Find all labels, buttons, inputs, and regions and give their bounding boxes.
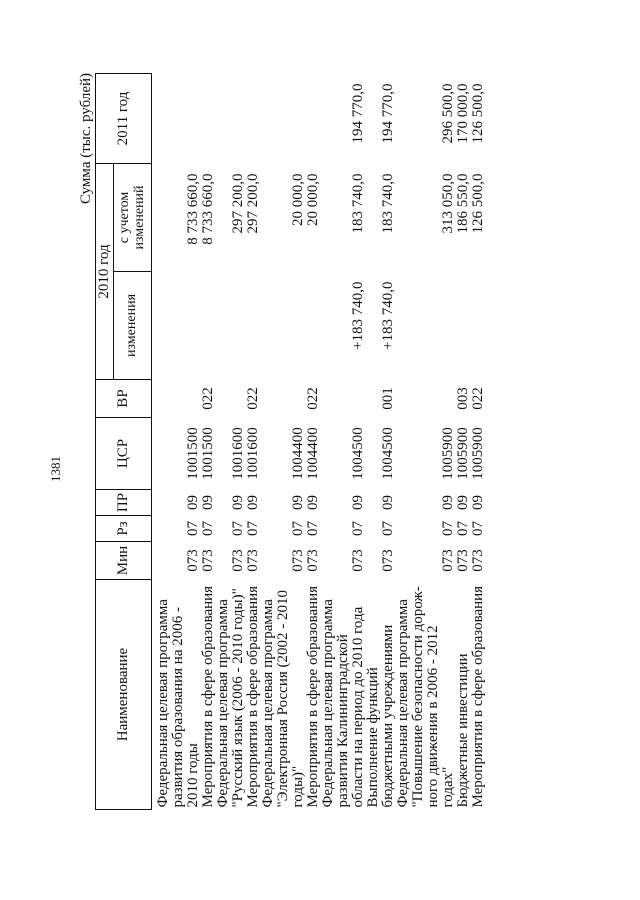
table-row xyxy=(321,73,366,809)
header-name: Наименование xyxy=(96,580,152,810)
cell-vr: 001 xyxy=(379,387,396,410)
cell-min: 073 xyxy=(454,549,471,572)
cell-name: Федеральная целевая программа "Электронная Россия (2002 - 2010 годы)" xyxy=(259,590,306,808)
cell-csr: 1001500 xyxy=(199,427,216,480)
cell-csr: 1005900 xyxy=(439,427,456,480)
header-pr: ПР xyxy=(96,490,152,516)
cell-2011 xyxy=(306,73,321,163)
cell-changes xyxy=(456,272,471,380)
cell-name: Мероприятия в сфере образования xyxy=(244,585,261,808)
cell-2011 xyxy=(201,73,216,163)
units-caption: Сумма (тыс. рублей) xyxy=(78,72,94,204)
cell-changes: +183 740,0 xyxy=(379,281,396,350)
cell-name: Федеральная целевая программа развития Калининградской области на период до 2010 года xyxy=(319,599,366,808)
table-row xyxy=(396,73,456,809)
header-csr: ЦСР xyxy=(96,418,152,490)
cell-vr: 022 xyxy=(304,387,321,410)
page-number: 1381 xyxy=(48,456,63,482)
cell-2011 xyxy=(246,73,261,163)
cell-pr: 09 xyxy=(439,495,456,510)
cell-min: 073 xyxy=(349,549,366,572)
cell-csr: 1004500 xyxy=(379,427,396,480)
cell-min: 073 xyxy=(439,549,456,572)
cell-min: 073 xyxy=(469,549,486,572)
cell-rz: 07 xyxy=(304,521,321,536)
cell-changes xyxy=(471,272,486,380)
cell-pr: 09 xyxy=(454,495,471,510)
table-row xyxy=(151,73,201,809)
cell-2011 xyxy=(261,73,306,163)
cell-name: Бюджетные инвестиции xyxy=(454,653,471,808)
cell-name: Мероприятия в сфере образования xyxy=(199,585,216,808)
cell-min: 073 xyxy=(184,549,201,572)
cell-rz: 07 xyxy=(454,521,471,536)
cell-csr: 1001600 xyxy=(229,427,246,480)
header-year-2011: 2011 год xyxy=(96,73,152,163)
cell-changes xyxy=(151,272,201,380)
cell-pr: 09 xyxy=(304,495,321,510)
cell-min: 073 xyxy=(244,549,261,572)
cell-pr: 09 xyxy=(229,495,246,510)
cell-2011: 194 770,0 xyxy=(379,83,396,144)
cell-pr: 09 xyxy=(379,495,396,510)
cell-changes xyxy=(306,272,321,380)
cell-name: Мероприятия в сфере образования xyxy=(469,585,486,808)
table-row xyxy=(216,73,246,809)
header-with-changes: с учетом изменений xyxy=(113,163,151,271)
cell-changes xyxy=(396,272,456,380)
cell-csr: 1001600 xyxy=(244,427,261,480)
cell-min: 073 xyxy=(304,549,321,572)
cell-with-changes: 297 200,0 xyxy=(244,173,261,234)
cell-pr: 09 xyxy=(184,495,201,510)
cell-2011 xyxy=(216,73,246,163)
cell-vr: 022 xyxy=(244,387,261,410)
cell-with-changes: 183 740,0 xyxy=(349,173,366,234)
cell-pr: 09 xyxy=(469,495,486,510)
cell-rz: 07 xyxy=(244,521,261,536)
header-vr: ВР xyxy=(96,380,152,418)
cell-min: 073 xyxy=(289,549,306,572)
table-row xyxy=(366,73,396,809)
cell-pr: 09 xyxy=(244,495,261,510)
cell-csr: 1004400 xyxy=(304,427,321,480)
cell-vr xyxy=(151,380,201,418)
table-row xyxy=(246,73,261,809)
cell-with-changes: 20 000,0 xyxy=(289,173,306,226)
cell-with-changes: 8 733 660,0 xyxy=(184,173,201,245)
cell-2011: 170 000,0 xyxy=(454,83,471,144)
cell-2011: 126 500,0 xyxy=(469,83,486,144)
cell-name: Выполнение функций бюджетными учреждениями xyxy=(364,624,396,808)
cell-rz: 07 xyxy=(289,521,306,536)
table-row xyxy=(261,73,306,809)
header-changes: изменения xyxy=(113,272,151,380)
cell-with-changes: 313 050,0 xyxy=(439,173,456,234)
budget-table xyxy=(95,73,486,810)
table-row xyxy=(456,73,471,809)
cell-pr: 09 xyxy=(289,495,306,510)
cell-2011: 296 500,0 xyxy=(439,83,456,144)
header-min: Мин xyxy=(96,542,152,580)
cell-with-changes: 8 733 660,0 xyxy=(199,173,216,245)
table-row xyxy=(471,73,486,809)
cell-rz: 07 xyxy=(379,521,396,536)
cell-vr xyxy=(321,380,366,418)
cell-vr xyxy=(261,380,306,418)
cell-name: Федеральная целевая программа развития образования на 2006 - 2010 годы xyxy=(154,599,201,808)
cell-rz: 07 xyxy=(184,521,201,536)
cell-csr: 1004500 xyxy=(349,427,366,480)
cell-2011: 194 770,0 xyxy=(349,83,366,144)
cell-changes xyxy=(246,272,261,380)
cell-min: 073 xyxy=(199,549,216,572)
cell-name: Федеральная целевая программа "Русский язык (2006 - 2010 годы)" xyxy=(214,588,246,808)
cell-pr: 09 xyxy=(349,495,366,510)
cell-rz: 07 xyxy=(229,521,246,536)
cell-rz: 07 xyxy=(199,521,216,536)
cell-pr: 09 xyxy=(199,495,216,510)
cell-with-changes: 183 740,0 xyxy=(379,173,396,234)
cell-min: 073 xyxy=(379,549,396,572)
table-body xyxy=(151,73,486,809)
cell-csr: 1001500 xyxy=(184,427,201,480)
cell-2011 xyxy=(151,73,201,163)
cell-changes xyxy=(216,272,246,380)
table-row xyxy=(306,73,321,809)
cell-with-changes: 297 200,0 xyxy=(229,173,246,234)
cell-vr: 022 xyxy=(469,387,486,410)
cell-rz: 07 xyxy=(469,521,486,536)
cell-rz: 07 xyxy=(349,521,366,536)
header-rz: Рз xyxy=(96,516,152,542)
cell-with-changes: 126 500,0 xyxy=(469,173,486,234)
cell-with-changes: 186 550,0 xyxy=(454,173,471,234)
cell-changes xyxy=(261,272,306,380)
cell-name: Мероприятия в сфере образования xyxy=(304,585,321,808)
cell-vr: 003 xyxy=(454,387,471,410)
table-row xyxy=(201,73,216,809)
cell-csr: 1005900 xyxy=(469,427,486,480)
cell-csr: 1004400 xyxy=(289,427,306,480)
cell-with-changes: 20 000,0 xyxy=(304,173,321,226)
cell-csr: 1005900 xyxy=(454,427,471,480)
cell-vr: 022 xyxy=(199,387,216,410)
cell-changes xyxy=(201,272,216,380)
cell-vr xyxy=(396,380,456,418)
table-header xyxy=(96,73,152,809)
cell-min: 073 xyxy=(229,549,246,572)
cell-rz: 07 xyxy=(439,521,456,536)
cell-changes: +183 740,0 xyxy=(349,281,366,350)
cell-name: Федеральная целевая программа "Повышение безопасности дорож-ного движения в 2006 - 2012 годах" xyxy=(394,586,456,808)
cell-vr xyxy=(216,380,246,418)
header-year-2010: 2010 год xyxy=(96,163,114,379)
